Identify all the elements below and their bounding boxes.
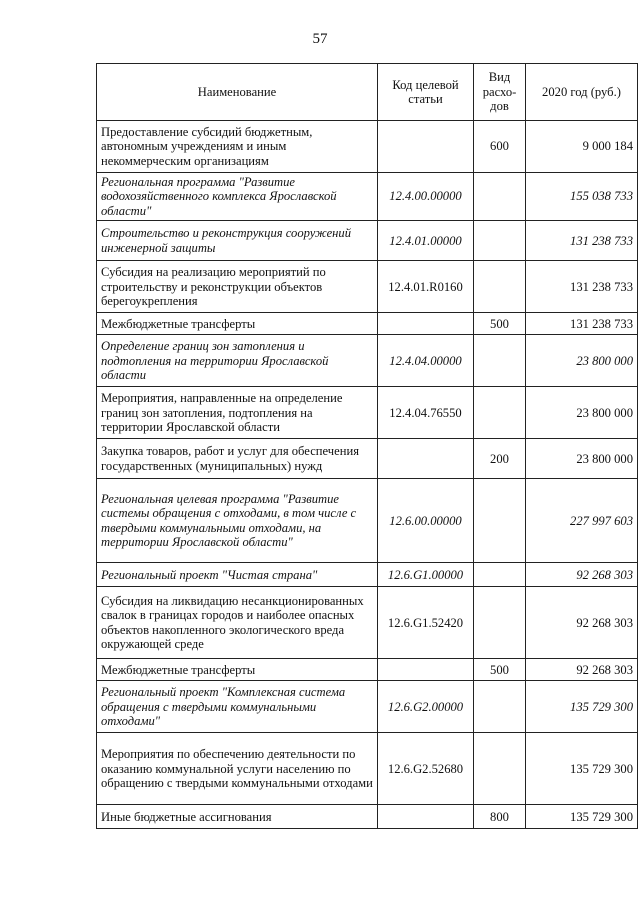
cell-kind: 200 bbox=[474, 439, 526, 479]
table-row bbox=[97, 313, 638, 335]
cell-code: 12.6.G2.52680 bbox=[378, 733, 474, 805]
cell-code bbox=[378, 659, 474, 681]
table-row bbox=[97, 439, 638, 479]
cell-sum: 131 238 733 bbox=[526, 261, 638, 313]
header-name: Наименование bbox=[97, 64, 378, 121]
table-body bbox=[97, 121, 638, 829]
cell-kind: 600 bbox=[474, 121, 526, 173]
cell-sum: 92 268 303 bbox=[526, 659, 638, 681]
header-kind: Вид расхо-дов bbox=[474, 64, 526, 121]
cell-kind bbox=[474, 173, 526, 221]
page-number: 57 bbox=[312, 31, 328, 47]
cell-sum: 92 268 303 bbox=[526, 587, 638, 659]
cell-code: 12.4.01.00000 bbox=[378, 221, 474, 261]
cell-sum: 131 238 733 bbox=[526, 221, 638, 261]
cell-name: Закупка товаров, работ и услуг для обеспечения государственных (муниципальных) нужд bbox=[97, 439, 378, 479]
cell-kind bbox=[474, 733, 526, 805]
cell-sum: 227 997 603 bbox=[526, 479, 638, 563]
cell-sum: 92 268 303 bbox=[526, 563, 638, 587]
cell-name: Предоставление субсидий бюджетным, автономным учреждениям и иным некоммерческим организациям bbox=[97, 121, 378, 173]
cell-name: Мероприятия по обеспечению деятельности по оказанию коммунальной услуги населению по обращению с твердыми коммунальными отходами bbox=[97, 733, 378, 805]
table-row bbox=[97, 221, 638, 261]
cell-code: 12.6.00.00000 bbox=[378, 479, 474, 563]
cell-code: 12.6.G2.00000 bbox=[378, 681, 474, 733]
cell-name: Субсидия на реализацию мероприятий по строительству и реконструкции объектов берегоукрепления bbox=[97, 261, 378, 313]
cell-name: Мероприятия, направленные на определение границ зон затопления, подтопления на территории Ярославской области bbox=[97, 387, 378, 439]
table-row bbox=[97, 681, 638, 733]
table-row bbox=[97, 659, 638, 681]
cell-name: Строительство и реконструкция сооружений инженерной защиты bbox=[97, 221, 378, 261]
header-code: Код целевой статьи bbox=[378, 64, 474, 121]
cell-kind bbox=[474, 587, 526, 659]
table-row bbox=[97, 733, 638, 805]
table-row bbox=[97, 563, 638, 587]
table-row bbox=[97, 261, 638, 313]
cell-name: Региональная целевая программа "Развитие системы обращения с отходами, в том числе с твердыми коммунальными отходами, на территории Ярославской области" bbox=[97, 479, 378, 563]
table-row bbox=[97, 173, 638, 221]
cell-name: Региональная программа "Развитие водохозяйственного комплекса Ярославской области" bbox=[97, 173, 378, 221]
cell-kind: 500 bbox=[474, 313, 526, 335]
cell-sum: 135 729 300 bbox=[526, 733, 638, 805]
cell-code: 12.6.G1.00000 bbox=[378, 563, 474, 587]
cell-kind bbox=[474, 479, 526, 563]
cell-name: Субсидия на ликвидацию несанкционированных свалок в границах городов и наиболее опасных объектов накопленного экологического вреда окружающей среде bbox=[97, 587, 378, 659]
cell-sum: 131 238 733 bbox=[526, 313, 638, 335]
cell-sum: 135 729 300 bbox=[526, 681, 638, 733]
table-row bbox=[97, 479, 638, 563]
cell-sum: 23 800 000 bbox=[526, 387, 638, 439]
table-row bbox=[97, 387, 638, 439]
table-row bbox=[97, 587, 638, 659]
table-row bbox=[97, 805, 638, 829]
table-row bbox=[97, 121, 638, 173]
cell-code bbox=[378, 313, 474, 335]
cell-code bbox=[378, 121, 474, 173]
cell-code bbox=[378, 439, 474, 479]
cell-kind: 800 bbox=[474, 805, 526, 829]
budget-table bbox=[96, 63, 638, 829]
cell-code: 12.4.04.76550 bbox=[378, 387, 474, 439]
cell-kind: 500 bbox=[474, 659, 526, 681]
cell-sum: 9 000 184 bbox=[526, 121, 638, 173]
cell-name: Региональный проект "Чистая страна" bbox=[97, 563, 378, 587]
cell-sum: 23 800 000 bbox=[526, 335, 638, 387]
cell-name: Определение границ зон затопления и подтопления на территории Ярославской области bbox=[97, 335, 378, 387]
cell-sum: 135 729 300 bbox=[526, 805, 638, 829]
cell-kind bbox=[474, 261, 526, 313]
cell-name: Межбюджетные трансферты bbox=[97, 313, 378, 335]
cell-code: 12.4.00.00000 bbox=[378, 173, 474, 221]
header-sum: 2020 год (руб.) bbox=[526, 64, 638, 121]
cell-code: 12.4.01.R0160 bbox=[378, 261, 474, 313]
cell-kind bbox=[474, 387, 526, 439]
cell-name: Иные бюджетные ассигнования bbox=[97, 805, 378, 829]
cell-sum: 155 038 733 bbox=[526, 173, 638, 221]
table-row bbox=[97, 335, 638, 387]
cell-kind bbox=[474, 563, 526, 587]
cell-kind bbox=[474, 335, 526, 387]
cell-code: 12.6.G1.52420 bbox=[378, 587, 474, 659]
cell-code: 12.4.04.00000 bbox=[378, 335, 474, 387]
cell-name: Межбюджетные трансферты bbox=[97, 659, 378, 681]
cell-kind bbox=[474, 221, 526, 261]
cell-kind bbox=[474, 681, 526, 733]
table-header-row bbox=[97, 64, 638, 121]
cell-code bbox=[378, 805, 474, 829]
cell-sum: 23 800 000 bbox=[526, 439, 638, 479]
cell-name: Региональный проект "Комплексная система обращения с твердыми коммунальными отходами" bbox=[97, 681, 378, 733]
